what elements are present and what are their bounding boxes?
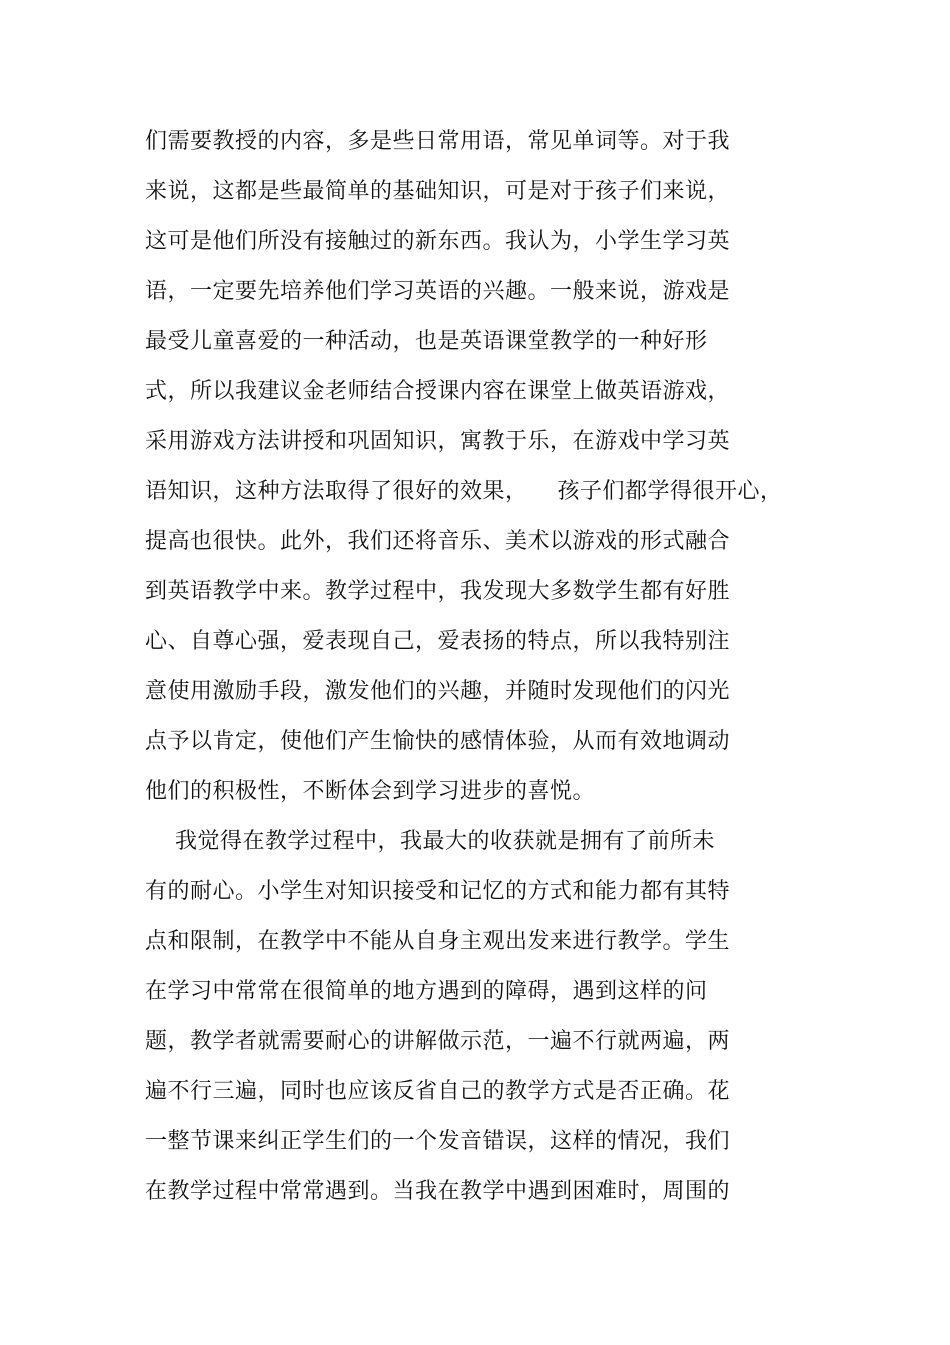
text-line: 题，教学者就需要耐心的讲解做示范，一遍不行就两遍，两 [145,1029,731,1054]
text-line: 式，所以我建议金老师结合授课内容在课堂上做英语游戏， [145,379,731,404]
text-line: 这可是他们所没有接触过的新东西。我认为，小学生学习英 [145,229,731,254]
text-line: 意使用激励手段，激发他们的兴趣，并随时发现他们的闪光 [145,679,731,704]
text-line: 我觉得在教学过程中，我最大的收获就是拥有了前所未 [145,829,715,854]
text-line: 在教学过程中常常遇到。当我在教学中遇到困难时，周围的 [145,1179,731,1204]
text-line: 语，一定要先培养他们学习英语的兴趣。一般来说，游戏是 [145,279,731,304]
text-line: 在学习中常常在很简单的地方遇到的障碍，遇到这样的问 [145,979,708,1004]
text-line: 最受儿童喜爱的一种活动，也是英语课堂教学的一种好形 [145,329,708,354]
text-line: 到英语教学中来。教学过程中，我发现大多数学生都有好胜 [145,579,731,604]
text-line: 他们的积极性，不断体会到学习进步的喜悦。 [145,779,596,804]
text-line: 点予以肯定，使他们产生愉快的感情体验，从而有效地调动 [145,729,731,754]
text-line: 提高也很快。此外，我们还将音乐、美术以游戏的形式融合 [145,529,731,554]
text-line: 遍不行三遍，同时也应该反省自己的教学方式是否正确。花 [145,1079,731,1104]
text-line: 有的耐心。小学生对知识接受和记忆的方式和能力都有其特 [145,879,731,904]
text-line: 们需要教授的内容，多是些日常用语，常见单词等。对于我 [145,129,731,154]
text-line: 心、自尊心强，爱表现自己，爱表扬的特点，所以我特别注 [145,629,731,654]
text-line: 采用游戏方法讲授和巩固知识，寓教于乐，在游戏中学习英 [145,429,731,454]
text-line: 一整节课来纠正学生们的一个发音错误，这样的情况，我们 [145,1129,731,1154]
text-line: 点和限制，在教学中不能从自身主观出发来进行教学。学生 [145,929,731,954]
text-line: 语知识，这种方法取得了很好的效果， 孩子们都学得很开心， [145,479,783,504]
text-line: 来说，这都是些最简单的基础知识，可是对于孩子们来说， [145,179,731,204]
